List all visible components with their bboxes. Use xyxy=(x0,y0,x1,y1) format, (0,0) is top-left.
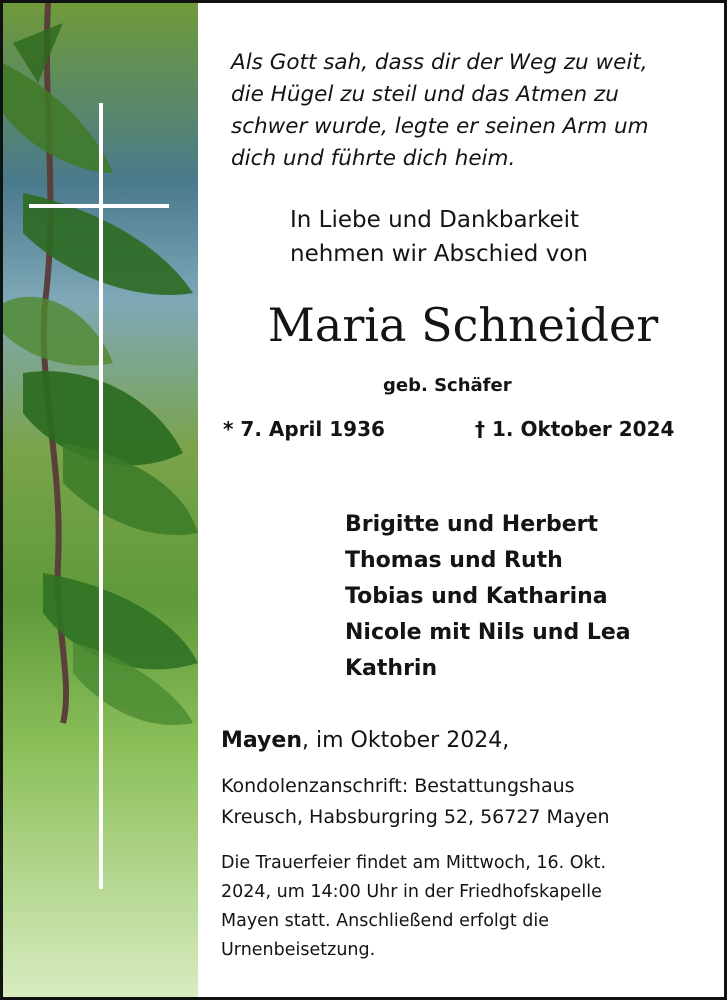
mourners-list xyxy=(345,507,631,687)
deceased-name: Maria Schneider xyxy=(267,298,659,352)
mourner: Kathrin xyxy=(345,656,438,681)
intro-line: In Liebe und Dankbarkeit xyxy=(290,207,580,233)
mourner: Thomas und Ruth xyxy=(345,548,563,573)
intro-line: nehmen wir Abschied von xyxy=(290,241,588,267)
verse-line: dich und führte dich heim. xyxy=(231,146,516,171)
place-date xyxy=(221,728,509,753)
birth-date: * 7. April 1936 xyxy=(223,417,385,441)
service-line: Die Trauerfeier findet am Mittwoch, 16. Okt. xyxy=(221,853,607,873)
mourner: Tobias und Katharina xyxy=(345,584,608,609)
place-date-text: , im Oktober 2024, xyxy=(302,728,510,753)
death-date: † 1. Oktober 2024 xyxy=(475,417,675,441)
address-line: Kreusch, Habsburgring 52, 56727 Mayen xyxy=(221,806,610,828)
place-city: Mayen xyxy=(221,728,302,753)
mourner: Nicole mit Nils und Lea xyxy=(345,620,631,645)
condolence-address xyxy=(221,771,691,833)
service-line: 2024, um 14:00 Uhr in der Friedhofskapelle xyxy=(221,882,602,902)
verse-line: die Hügel zu steil und das Atmen zu xyxy=(231,82,619,107)
service-line: Mayen statt. Anschließend erfolgt die xyxy=(221,911,550,931)
intro xyxy=(290,203,710,271)
verse-line: Als Gott sah, dass dir der Weg zu weit, xyxy=(231,50,648,75)
service-line: Urnenbeisetzung. xyxy=(221,940,376,960)
mourner: Brigitte und Herbert xyxy=(345,512,599,537)
birch-leaves-image xyxy=(3,3,198,997)
maiden-name: geb. Schäfer xyxy=(383,375,512,396)
address-line: Kondolenzanschrift: Bestattungshaus xyxy=(221,775,575,797)
verse-line: schwer wurde, legte er seinen Arm um xyxy=(231,114,649,139)
verse xyxy=(231,47,701,175)
cross-icon xyxy=(3,3,198,1000)
funeral-service-info xyxy=(221,849,701,965)
